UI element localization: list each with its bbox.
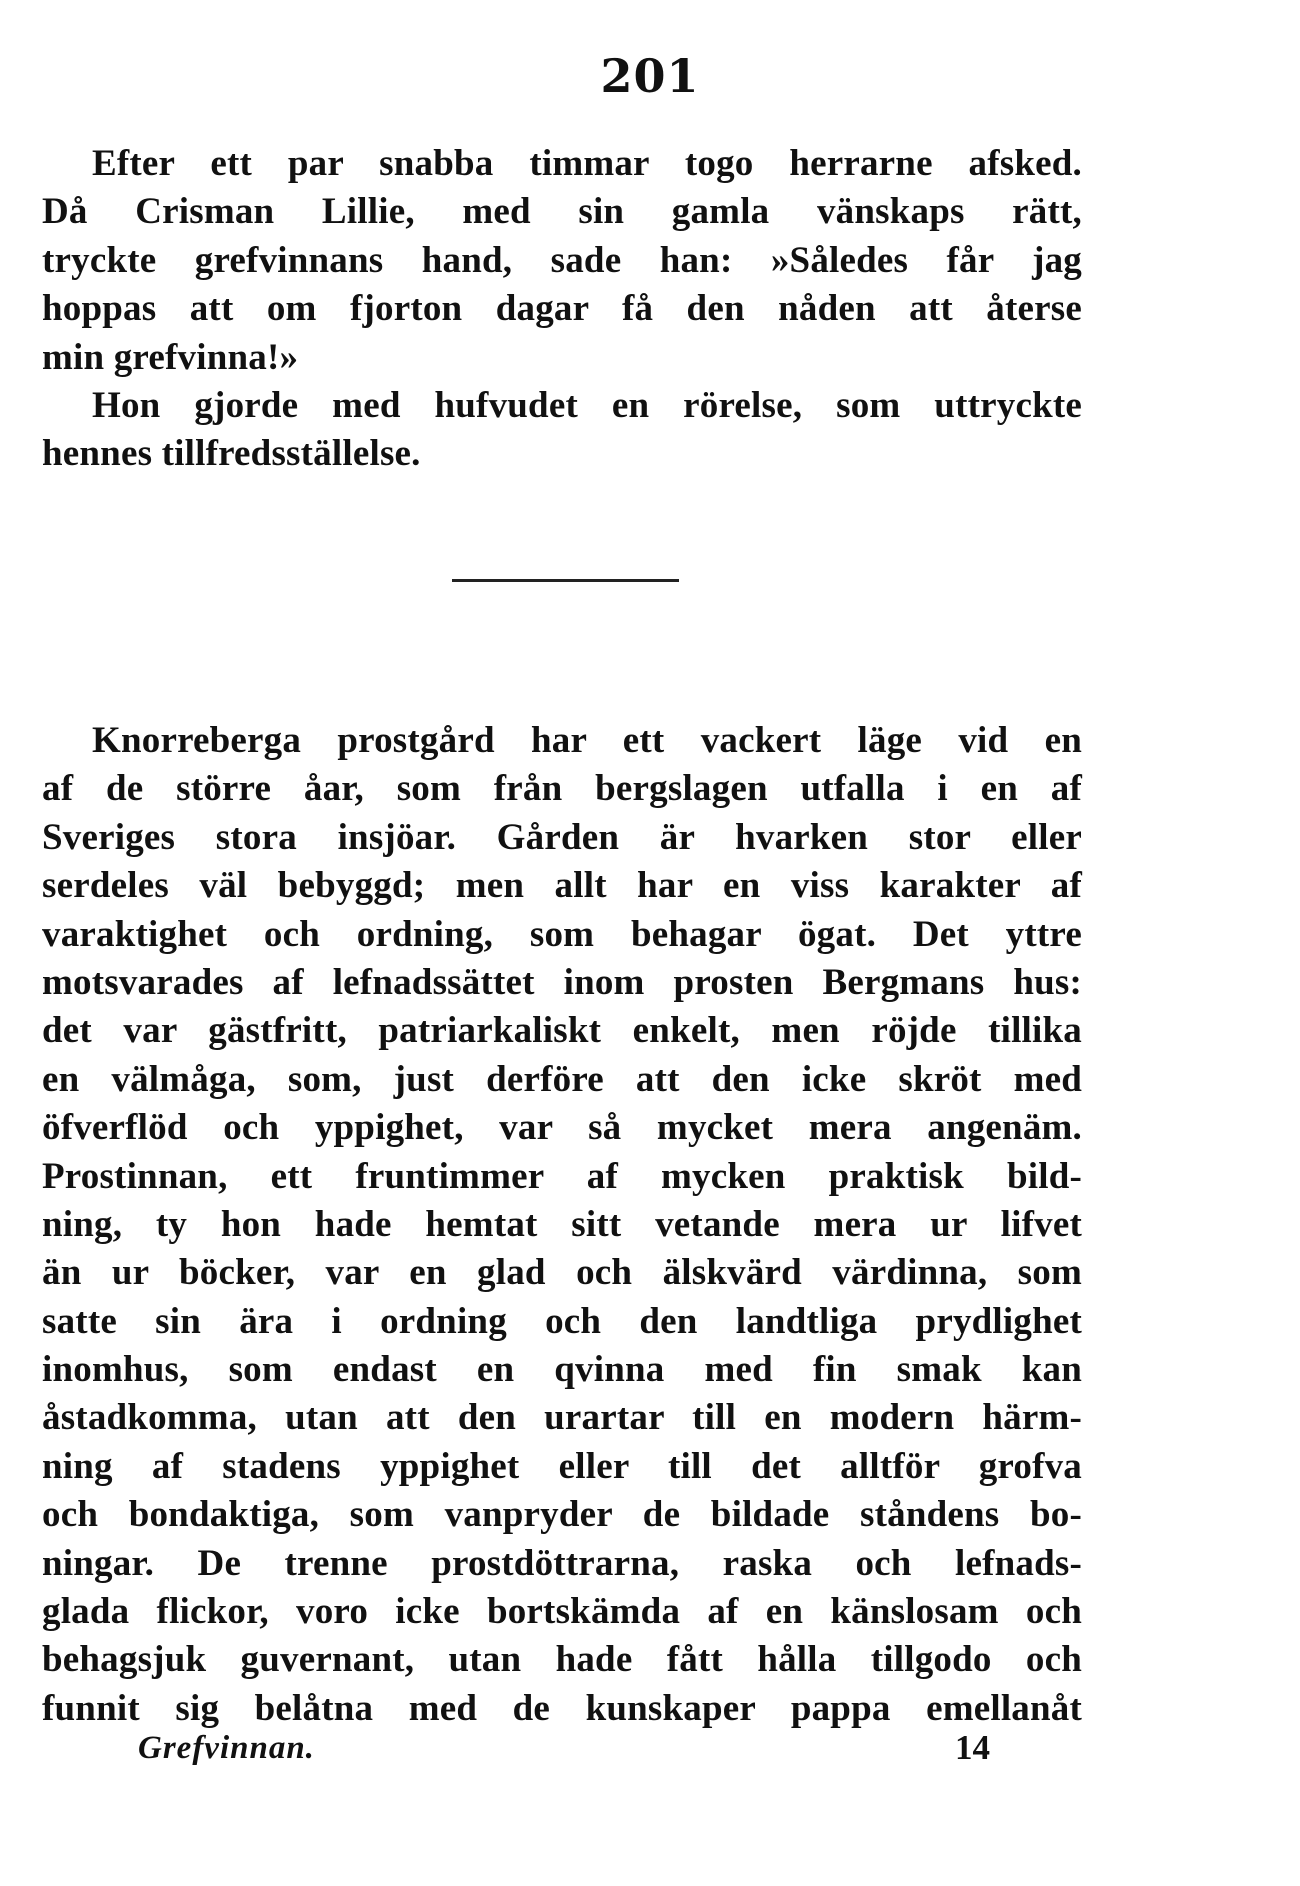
section-divider	[452, 579, 679, 582]
text-line: funnit sig belåtna med de kunskaper pappa emellanåt	[42, 1687, 1082, 1729]
text-line: Knorreberga prostgård har ett vackert läge vid en	[92, 720, 1082, 761]
text-block-top	[42, 140, 1082, 479]
text-line: ning af stadens yppighet eller till det alltför grofva	[42, 1445, 1082, 1487]
text-line: hoppas att om fjorton dagar få den nåden att återse	[42, 288, 1082, 330]
text-line: satte sin ära i ordning och den landtliga prydlighet	[42, 1300, 1082, 1342]
text-line: tryckte grefvinnans hand, sade han: »Således får jag	[42, 239, 1082, 281]
text-line: af de större åar, som från bergslagen utfalla i en af	[42, 768, 1082, 810]
text-line: åstadkomma, utan att den urartar till en modern härm-	[42, 1397, 1082, 1439]
text-block-main	[42, 717, 1082, 1733]
text-line: Sveriges stora insjöar. Gården är hvarken stor eller	[42, 816, 1082, 858]
text-line: Prostinnan, ett fruntimmer af mycken praktisk bild-	[42, 1155, 1082, 1197]
text-line: öfverflöd och yppighet, var så mycket mera angenäm.	[42, 1107, 1082, 1149]
text-line: en välmåga, som, just derföre att den icke skröt med	[42, 1058, 1082, 1100]
footer-book-title: Grefvinnan.	[138, 1730, 315, 1766]
text-line: än ur böcker, var en glad och älskvärd värdinna, som	[42, 1252, 1082, 1294]
text-line: motsvarades af lefnadssättet inom prosten Bergmans hus:	[42, 961, 1082, 1003]
text-line: det var gästfritt, patriarkaliskt enkelt, men röjde tillika	[42, 1010, 1082, 1052]
text-line: Hon gjorde med hufvudet en rörelse, som uttryckte	[92, 384, 1082, 426]
text-line: min grefvinna!»	[42, 336, 299, 378]
page-footer	[0, 1724, 1300, 1772]
text-line: varaktighet och ordning, som behagar ögat. Det yttre	[42, 913, 1082, 955]
text-line: inomhus, som endast en qvinna med fin smak kan	[42, 1349, 1082, 1391]
footer-signature-mark: 14	[955, 1728, 990, 1767]
text-line: Efter ett par snabba timmar togo herrarne afsked.	[92, 143, 1082, 184]
text-line: hennes tillfredsställelse.	[42, 433, 421, 475]
text-line: ningar. De trenne prostdöttrarna, raska och lefnads-	[42, 1542, 1082, 1584]
text-line: ning, ty hon hade hemtat sitt vetande mera ur lifvet	[42, 1203, 1082, 1245]
text-line: och bondaktiga, som vanpryder de bildade ståndens bo-	[42, 1494, 1082, 1536]
text-line: Då Crisman Lillie, med sin gamla vänskaps rätt,	[42, 191, 1082, 233]
text-line: behagsjuk guvernant, utan hade fått hålla tillgodo och	[42, 1639, 1082, 1681]
text-line: serdeles väl bebyggd; men allt har en viss karakter af	[42, 865, 1082, 907]
text-line: glada flickor, voro icke bortskämda af en känslosam och	[42, 1591, 1082, 1633]
page-number: 201	[600, 49, 700, 103]
